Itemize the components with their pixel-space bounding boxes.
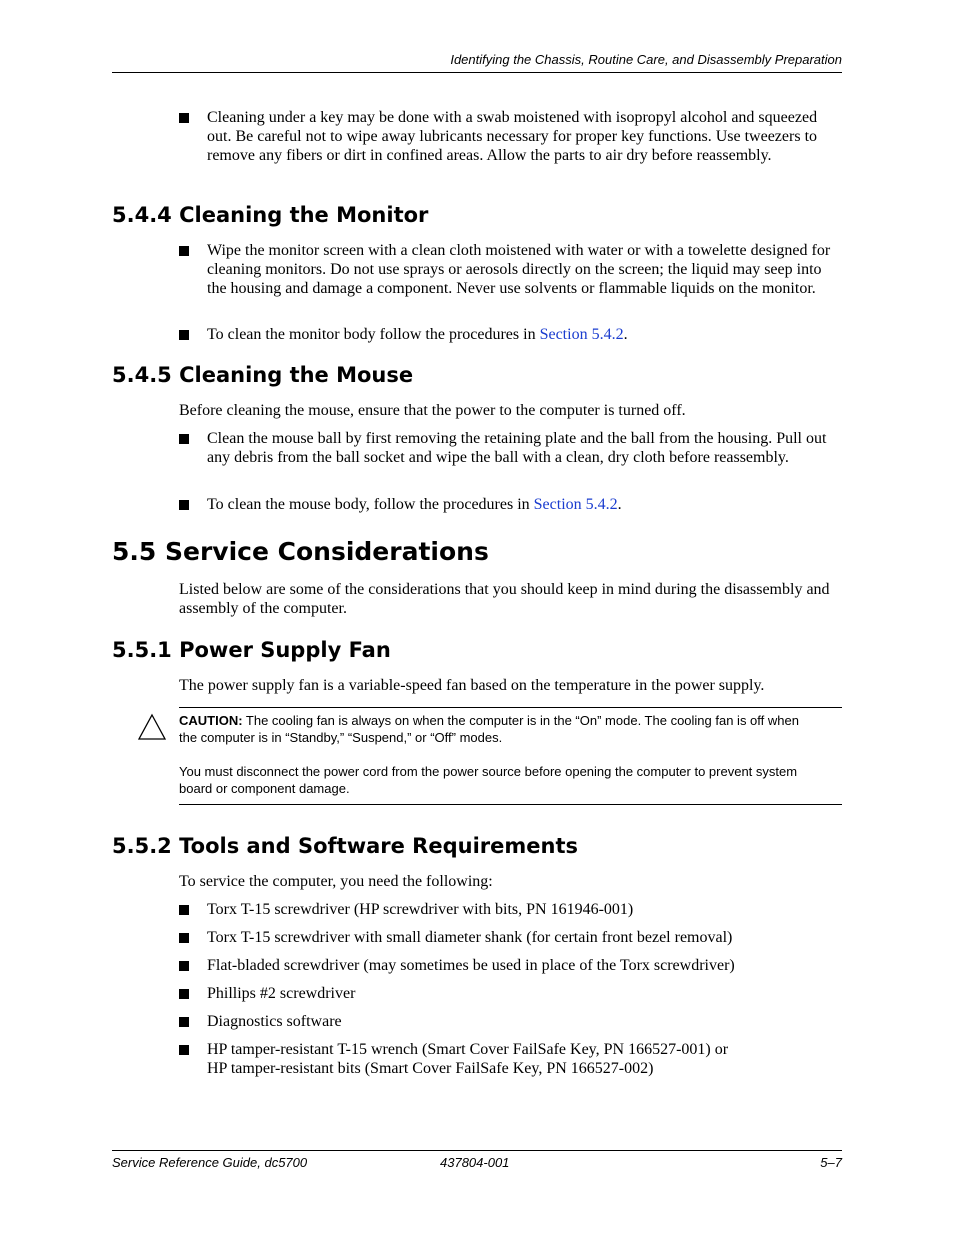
list-item-text: Diagnostics software [207,1013,342,1030]
list-item [179,429,842,467]
list-item-text [207,325,842,344]
list-item [179,956,842,975]
footer-page-number: 5–7 [820,1155,842,1170]
caution-text: The cooling fan is always on when the computer is in the “On” mode. The cooling fan is off when the computer is in “Standby,” “Suspend,” or “Off” modes. [179,713,799,745]
section-heading-5-5: 5.5 Service Considerations [112,537,489,566]
bullet-square-icon [179,330,189,340]
running-header: Identifying the Chassis, Routine Care, and Disassembly Preparation [450,52,842,67]
list-item [179,1040,842,1078]
list-item-text: Cleaning under a key may be done with a swab moistened with isopropyl alcohol and squeezed out. Be careful not to wipe away lubricants necessary for proper key functions. Use tweezers to remove any fibers or dirt in confined areas. Allow the parts to air dry before reassembly. [207,109,818,164]
list-item-text [207,1040,842,1078]
list-item-line: HP tamper-resistant bits (Smart Cover FailSafe Key, PN 166527-002) [207,1060,654,1077]
list-item-text: Torx T-15 screwdriver (HP screwdriver with bits, PN 161946-001) [207,901,634,918]
caution-note-2: You must disconnect the power cord from the power source before opening the computer to prevent system board or component damage. [179,764,798,796]
bullet-square-icon [179,113,189,123]
list-item-text: Flat-bladed screwdriver (may sometimes be used in place of the Torx screwdriver) [207,957,735,974]
bullet-square-icon [179,434,189,444]
bullet-square-icon [179,905,189,915]
bullet-square-icon [179,961,189,971]
caution-triangle-icon [137,713,167,741]
list-item [179,984,842,1003]
list-item-suffix: . [623,326,628,343]
bullet-square-icon [179,246,189,256]
section-heading-5-5-1: 5.5.1 Power Supply Fan [112,638,391,662]
list-item-prefix: To clean the mouse body, follow the procedures in [207,496,534,513]
paragraph: Listed below are some of the considerations that you should keep in mind during the disassembly and assembly of the computer. [179,581,830,617]
caution-bottom-rule [179,804,842,805]
list-item-text: Phillips #2 screwdriver [207,985,356,1002]
list-item-text: Torx T-15 screwdriver with small diameter shank (for certain front bezel removal) [207,929,733,946]
bullet-square-icon [179,933,189,943]
list-item-suffix: . [617,496,622,513]
list-item [179,325,842,344]
caution-top-rule [179,707,842,708]
caution-note [179,712,819,746]
list-item [179,928,842,947]
list-item [179,241,842,298]
bullet-square-icon [179,1045,189,1055]
caution-label: CAUTION: [179,713,243,728]
paragraph: Before cleaning the mouse, ensure that the power to the computer is turned off. [179,402,686,419]
section-5-4-2-link[interactable]: Section 5.4.2 [533,496,618,513]
list-item-prefix: To clean the monitor body follow the procedures in [207,326,540,343]
section-heading-5-4-4: 5.4.4 Cleaning the Monitor [112,203,429,227]
section-5-4-2-link[interactable]: Section 5.4.2 [539,326,624,343]
footer-divider [112,1150,842,1151]
footer-guide-title: Service Reference Guide, dc5700 [112,1155,308,1170]
list-item [179,108,842,165]
list-item [179,1012,842,1031]
list-item-text: Clean the mouse ball by first removing the retaining plate and the ball from the housing. Pull out any debris from the ball socket and wipe the ball with a clean, dry cloth before reassembly. [207,430,827,466]
paragraph: To service the computer, you need the following: [179,873,493,890]
header-divider [112,72,842,73]
paragraph: The power supply fan is a variable-speed fan based on the temperature in the power supply. [179,677,765,694]
list-item-text: Wipe the monitor screen with a clean cloth moistened with water or with a towelette designed for cleaning monitors. Do not use sprays or aerosols directly on the screen; the liquid may seep into the housing and damage a component. Never use solvents or flammable liquids on the monitor. [207,242,831,297]
list-item-text [207,495,842,514]
list-item-line: HP tamper-resistant T-15 wrench (Smart Cover FailSafe Key, PN 166527-001) or [207,1041,729,1058]
bullet-square-icon [179,1017,189,1027]
list-item [179,900,842,919]
bullet-square-icon [179,500,189,510]
footer-part-number: 437804-001 [440,1155,510,1170]
bullet-square-icon [179,989,189,999]
section-heading-5-4-5: 5.4.5 Cleaning the Mouse [112,363,414,387]
list-item [179,495,842,514]
section-heading-5-5-2: 5.5.2 Tools and Software Requirements [112,834,578,858]
